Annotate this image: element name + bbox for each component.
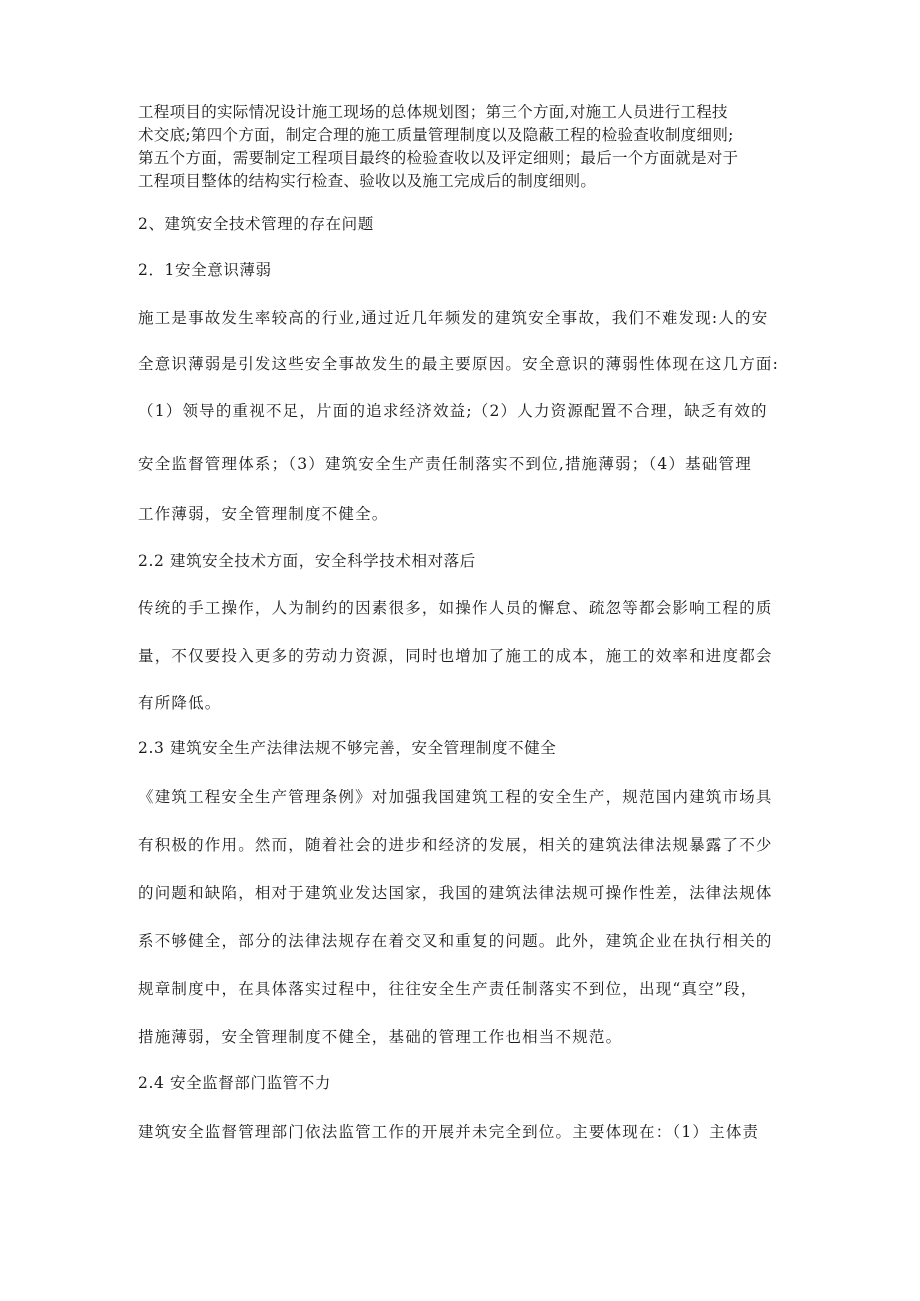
section-2-1-heading: 2．1安全意识薄弱: [138, 261, 272, 279]
intro-line-3: 第五个方面，需要制定工程项目最终的检验查收以及评定细则；最后一个方面就是对于: [138, 149, 739, 167]
s23-line-1: 《建筑工程安全生产管理条例》对加强我国建筑工程的安全生产，规范国内建筑市场具: [138, 788, 773, 806]
section-2-4-heading: 2.4 安全监督部门监管不力: [138, 1074, 331, 1092]
s23-line-6: 措施薄弱，安全管理制度不健全，基础的管理工作也相当不规范。: [138, 1028, 623, 1046]
section-2-2-heading: 2.2 建筑安全技术方面，安全科学技术相对落后: [138, 552, 476, 570]
s22-line-2: 量，不仅要投入更多的劳动力资源，同时也增加了施工的成本，施工的效率和进度都会: [138, 647, 773, 665]
intro-line-1: 工程项目的实际情况设计施工现场的总体规划图；第三个方面,对施工人员进行工程技: [138, 103, 728, 121]
intro-line-2: 术交底;第四个方面，制定合理的施工质量管理制度以及隐蔽工程的检验查收制度细则;: [138, 126, 734, 144]
s21-line-3: （1）领导的重视不足，片面的追求经济效益;（2）人力资源配置不合理，缺乏有效的: [138, 402, 768, 420]
section-2-3-heading: 2.3 建筑安全生产法律法规不够完善，安全管理制度不健全: [138, 739, 557, 757]
s21-line-1: 施工是事故发生率较高的行业,通过近几年频发的建筑安全事故，我们不难发现:人的安: [138, 309, 769, 327]
s23-line-3: 的问题和缺陷，相对于建筑业发达国家，我国的建筑法律法规可操作性差，法律法规体: [138, 884, 773, 902]
s24-line-1: 建筑安全监督管理部门依法监管工作的开展并未完全到位。主要体现在：（1）主体责: [138, 1123, 760, 1141]
intro-line-4: 工程项目整体的结构实行检查、验收以及施工完成后的制度细则。: [138, 172, 597, 190]
s22-line-1: 传统的手工操作，人为制约的因素很多，如操作人员的懈怠、疏忽等都会影响工程的质: [138, 599, 773, 617]
s23-line-5: 规章制度中，在具体落实过程中，往往安全生产责任制落实不到位，出现“真空”段，: [138, 980, 758, 998]
s21-line-4: 安全监督管理体系；（3）建筑安全生产责任制落实不到位,措施薄弱；（4）基础管理: [138, 455, 752, 473]
s23-line-4: 系不够健全，部分的法律法规存在着交叉和重复的问题。此外，建筑企业在执行相关的: [138, 932, 773, 950]
s21-line-5: 工作薄弱，安全管理制度不健全。: [138, 505, 389, 523]
s23-line-2: 有积极的作用。然而，随着社会的进步和经济的发展，相关的建筑法律法规暴露了不少: [138, 836, 773, 854]
s22-line-3: 有所降低。: [138, 694, 222, 712]
section-2-heading: 2、建筑安全技术管理的存在问题: [138, 215, 374, 233]
s21-line-2: 全意识薄弱是引发这些安全事故发生的最主要原因。安全意识的薄弱性体现在这几方面:: [138, 355, 780, 373]
